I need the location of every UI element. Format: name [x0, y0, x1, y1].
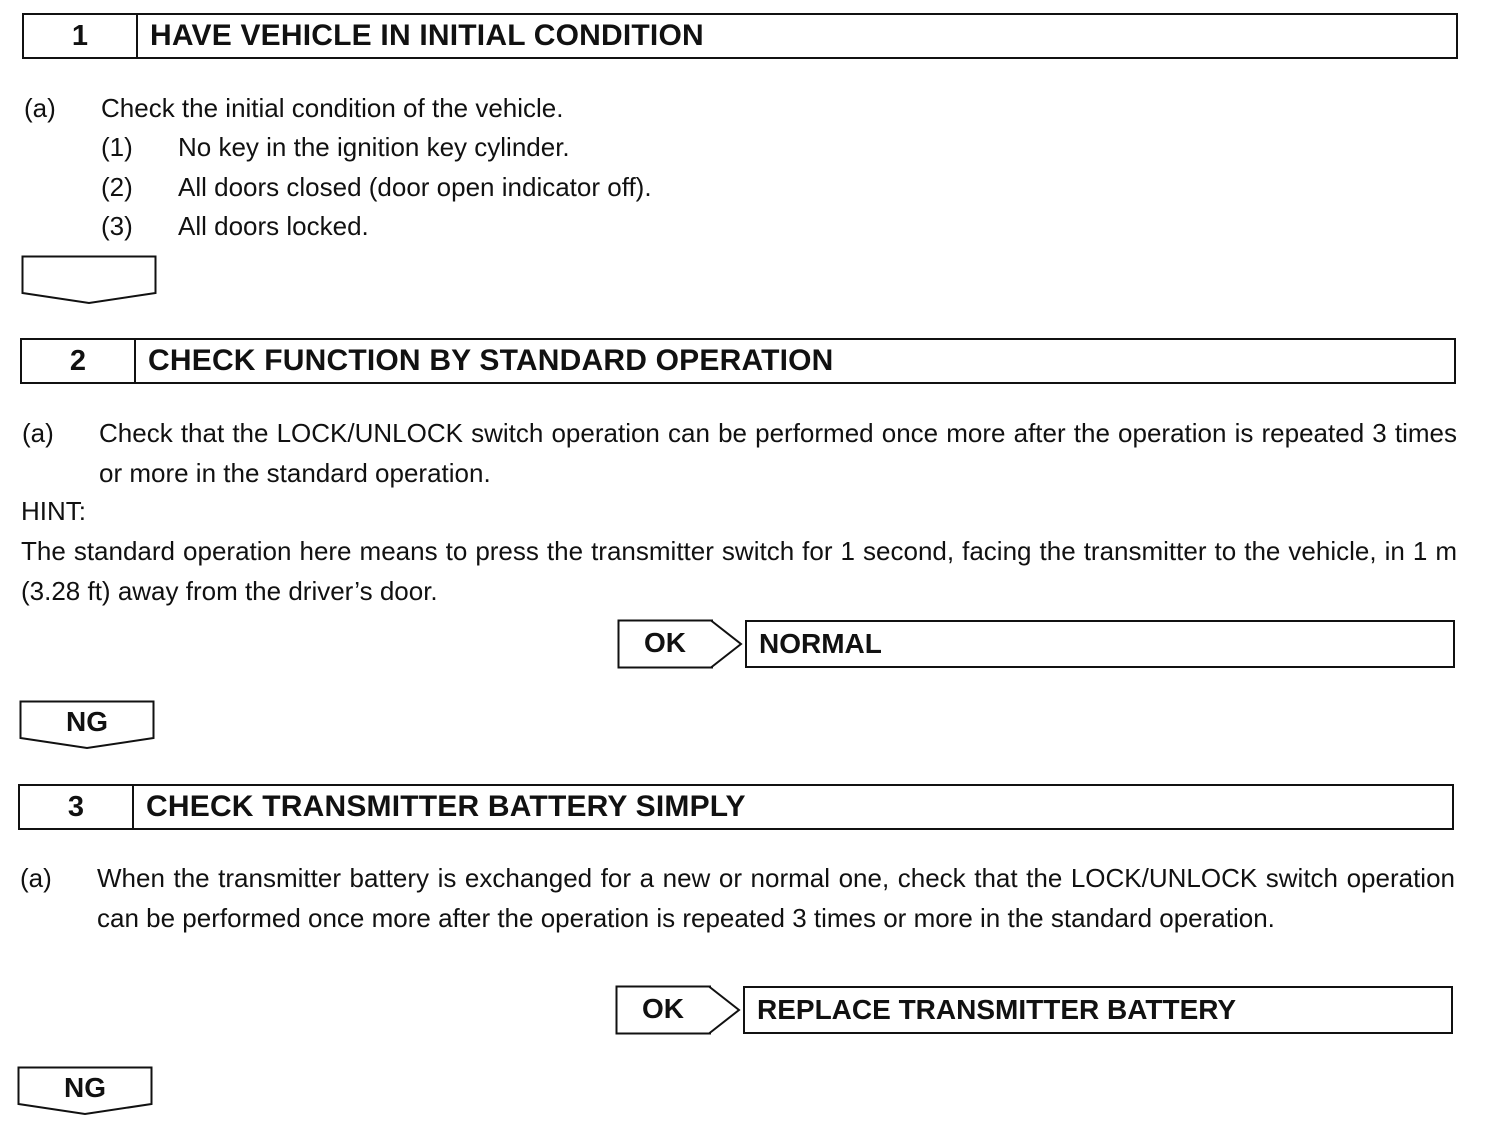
- step-1-subitem-2-text: All doors closed (door open indicator off).: [178, 172, 652, 202]
- step-1-number: 1: [24, 15, 138, 57]
- step-1-subitem-3-text: All doors locked.: [178, 211, 369, 241]
- step-2-ok-result-box: NORMAL: [745, 620, 1455, 668]
- step-3-flow-label: NG: [64, 1072, 106, 1103]
- step-2-item-a-text: Check that the LOCK/UNLOCK switch operation can be performed once more after the operation is repeated 3 times or more in the standard operation.: [99, 418, 1457, 488]
- step-2-flow-label: NG: [66, 706, 108, 737]
- step-1-subitem-1-text: No key in the ignition key cylinder.: [178, 132, 570, 162]
- step-3-number: 3: [20, 786, 134, 828]
- step-2-hint-text: The standard operation here means to press the transmitter switch for 1 second, facing the transmitter to the vehicle, in 1 m (3.28 ft) away from the driver’s door.: [21, 536, 1457, 606]
- down-arrow-tag-icon: [21, 255, 157, 305]
- step-2-number: 2: [22, 340, 136, 382]
- step-1-subitem-2-marker: (2): [101, 172, 133, 202]
- step-3-ok-result-box: REPLACE TRANSMITTER BATTERY: [743, 986, 1453, 1034]
- step-1-header: [22, 13, 1458, 59]
- step-1-item-a-text: Check the initial condition of the vehicle.: [101, 93, 564, 123]
- step-3-ok-label: OK: [642, 993, 684, 1024]
- step-2-title: CHECK FUNCTION BY STANDARD OPERATION: [148, 344, 834, 377]
- step-3-ok-arrow: [615, 985, 743, 1035]
- step-1-title: HAVE VEHICLE IN INITIAL CONDITION: [150, 19, 704, 52]
- step-2-hint-label: HINT:: [21, 496, 86, 526]
- step-3-item-a-text: When the transmitter battery is exchanged for a new or normal one, check that the LOCK/UNLOCK switch operation can be performed once more after the operation is repeated 3 times or more in the standard operation.: [97, 863, 1455, 933]
- step-2-ok-label: OK: [644, 627, 686, 658]
- step-2-flow-down-arrow: [19, 700, 155, 750]
- step-2-ok-arrow: [617, 619, 745, 669]
- step-1-item-a-marker: (a): [24, 93, 56, 123]
- step-3-title: CHECK TRANSMITTER BATTERY SIMPLY: [146, 790, 746, 823]
- step-1-subitem-1-marker: (1): [101, 132, 133, 162]
- step-2-header: [20, 338, 1456, 384]
- step-2-item-a-marker: (a): [22, 418, 54, 448]
- step-1-subitem-3-marker: (3): [101, 211, 133, 241]
- step-3-header: [18, 784, 1454, 830]
- step-3-flow-down-arrow: [17, 1066, 153, 1116]
- step-1-flow-down-arrow: [21, 255, 157, 305]
- step-3-item-a-marker: (a): [20, 863, 52, 893]
